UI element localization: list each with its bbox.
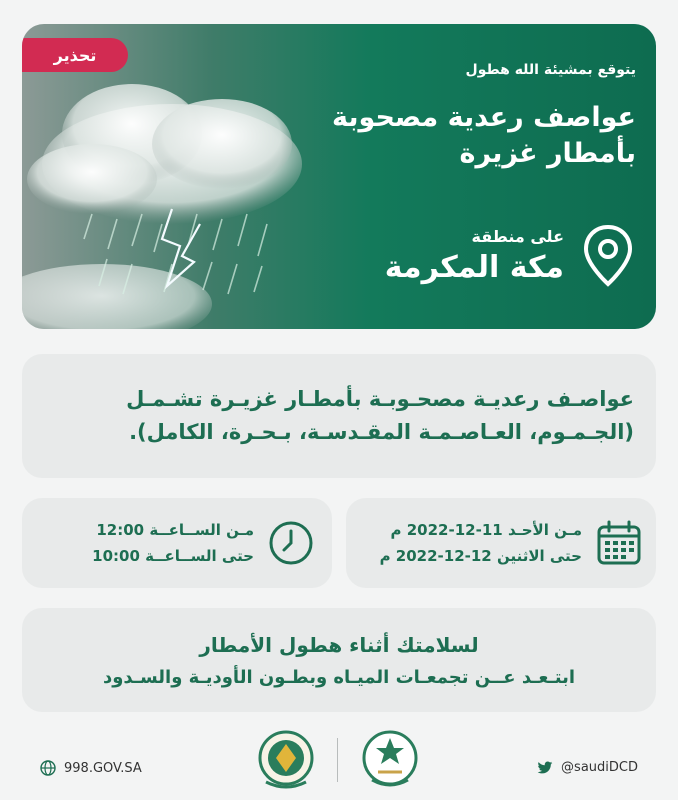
twitter-handle: @saudiDCD [561,760,638,775]
hero-text [296,58,636,173]
hero-headline-line1: عواصف رعدية مصحوبة [332,102,636,133]
hero-pretext: يتوقع بمشيئة الله هطول [465,62,636,78]
twitter-icon [537,761,553,775]
website-link[interactable] [40,760,142,776]
date-card [346,498,656,588]
globe-icon [40,760,56,776]
region-prefix: على منطقة [471,227,564,246]
description-line1: عواصـف رعديـة مصحـوبـة بأمطـار غزيـرة تشـمـل [126,387,634,412]
description-line2: (الجـمـوم، العـاصـمـة المقـدسـة، بـحـرة، الكامل). [129,420,634,444]
website-text: 998.GOV.SA [64,760,142,776]
region-name: مكة المكرمة [384,250,564,285]
location-pin-icon [582,224,634,288]
calendar-icon [596,520,642,566]
civil-defense-logo [256,726,316,794]
date-from: مـن الأحـد 11-12-2022 م [390,520,582,539]
warning-badge: تحذير [22,38,128,72]
footer [0,726,678,800]
time-to: حتى الســاعــة 10:00 [92,547,254,565]
region-block [385,224,634,288]
twitter-link[interactable] [537,760,638,775]
safety-advice: ابتـعـد عــن تجمعـات الميـاه وبطـون الأوديـة والسـدود [103,666,576,688]
safety-card [22,608,656,712]
clock-icon [268,520,314,566]
logo-divider [337,738,338,782]
time-from: مـن الســاعــة 12:00 [96,520,254,539]
description-card [22,354,656,478]
time-card [22,498,332,588]
date-to: حتى الاثنين 12-12-2022 م [379,547,582,565]
hero-headline-line2: بأمطار غزيرة [459,138,636,170]
safety-title: لسلامتك أثناء هطول الأمطار [199,632,479,657]
ministry-interior-logo [360,726,420,794]
hero-banner [22,24,656,329]
